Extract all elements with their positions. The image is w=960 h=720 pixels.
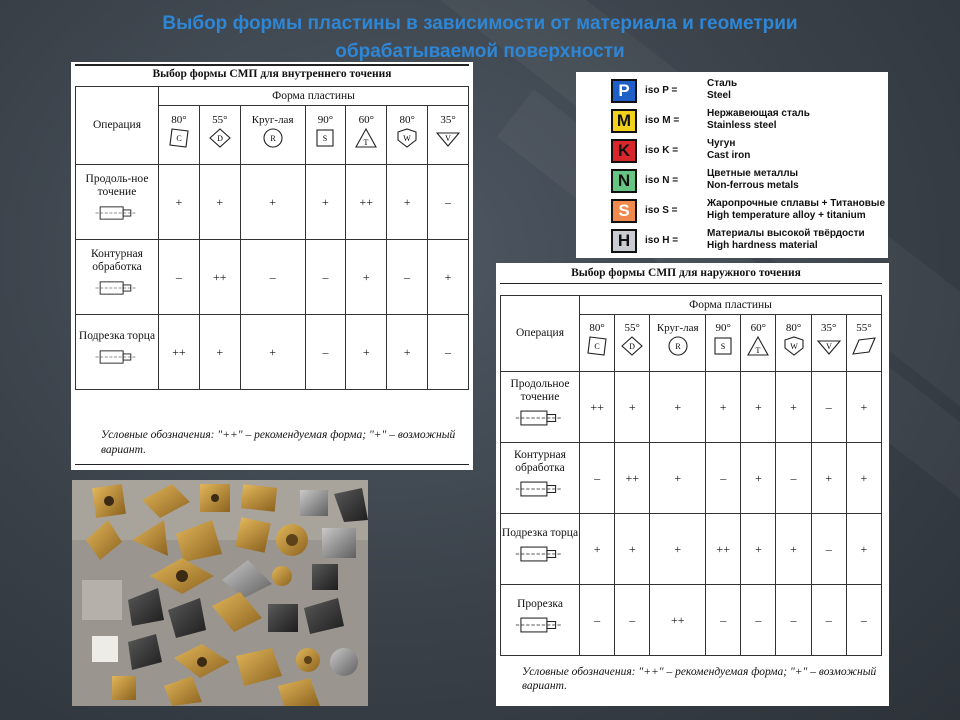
suitability-mark: + [741,443,776,514]
operation-sketch-icon [514,404,566,432]
suitability-mark: + [240,165,305,240]
suitability-mark: – [428,165,469,240]
shape-angle-label: Круг-лая [656,322,699,334]
insert-shape-icon [619,334,645,358]
insert-code-label: C [594,342,600,351]
iso-letter-badge: N [611,169,637,193]
operation-sketch-icon [514,611,566,639]
operation-cell [501,585,580,656]
suitability-mark: – [811,585,846,656]
shape-angle-label: 60° [750,322,767,334]
operation-sketch-icon [94,343,140,371]
operation-cell [76,240,159,315]
table-row [76,315,469,390]
table-row [76,165,469,240]
internal-table-note: Условные обозначения: "++" – рекомендуемая форма; "+" – возможный вариант. [101,429,456,456]
insert-code-label: R [675,342,681,351]
suitability-mark: + [615,514,650,585]
suitability-mark: – [615,585,650,656]
slide-title: Выбор формы пластины в зависимости от материала и геометрии обрабатываемой поверхности [162,13,798,62]
suitability-mark: + [650,443,706,514]
suitability-mark: – [240,240,305,315]
operation-cell [76,315,159,390]
iso-code-label: iso H = [645,235,679,246]
suitability-mark: – [811,514,846,585]
suitability-mark: + [776,372,811,443]
operation-sketch-icon [514,475,566,503]
insert-code-label: W [789,342,798,351]
operation-label: Продольное точение [510,378,570,403]
table-row [501,514,882,585]
operation-cell [501,514,580,585]
insert-shape-icon [584,334,610,358]
insert-code-label: V [825,342,832,351]
suitability-mark: + [346,240,387,315]
suitability-mark: + [387,165,428,240]
suitability-mark: – [305,315,346,390]
suitability-mark: + [846,443,881,514]
operation-header: Операция [76,87,159,165]
iso-letter-badge: H [611,229,637,253]
operation-label: Продоль-ное точение [85,173,149,198]
suitability-mark: + [741,514,776,585]
suitability-mark: ++ [706,514,741,585]
external-table-note: Условные обозначения: "++" – рекомендуемая форма; "+" – возможный вариант. [522,666,877,692]
iso-material-en: Stainless steel [707,120,777,131]
operation-sketch-icon [94,199,140,227]
shape-column-header [706,315,741,372]
insert-shape-icon [665,334,691,358]
iso-code-label: iso K = [645,145,679,156]
iso-code-label: iso P = [645,85,678,96]
shape-column-header [240,106,305,165]
suitability-mark: + [811,443,846,514]
table-row [76,240,469,315]
form-header: Форма пластины [159,87,469,106]
insert-code-label: R [269,134,276,143]
operation-cell [501,372,580,443]
suitability-mark: + [305,165,346,240]
inserts-photo [72,480,368,706]
insert-shape-icon [312,126,338,150]
shape-column-header [615,315,650,372]
suitability-mark: – [580,585,615,656]
shape-angle-label: 55° [856,322,872,334]
suitability-mark: + [580,514,615,585]
suitability-mark: + [846,372,881,443]
insert-shape-icon [710,334,736,358]
table-row [501,443,882,514]
suitability-mark: ++ [650,585,706,656]
operation-sketch-icon [514,540,566,568]
iso-material-en: High temperature alloy + titanium [707,210,866,221]
shape-angle-label: 80° [589,322,605,334]
suitability-mark: + [346,315,387,390]
shape-angle-label: 55° [212,114,228,126]
suitability-mark: – [776,585,811,656]
insert-shape-icon [260,126,286,150]
shape-angle-label: 80° [171,114,187,126]
shape-angle-label: 90° [317,114,334,126]
suitability-mark: + [159,165,200,240]
internal-shape-table [75,86,469,390]
insert-code-label: D [216,134,223,143]
form-header: Форма пластины [580,296,882,315]
shape-angle-label: 80° [399,114,415,126]
insert-code-label: T [755,346,761,355]
suitability-mark: – [428,315,469,390]
operation-label: Контурная обработка [514,449,566,474]
insert-shape-icon [781,334,807,358]
shape-angle-label: 80° [785,322,802,334]
operation-cell [76,165,159,240]
external-shape-table [500,295,882,656]
operation-label: Подрезка торца [501,526,579,539]
iso-material-en: Non-ferrous metals [707,180,799,191]
suitability-mark: – [387,240,428,315]
iso-code-label: iso S = [645,205,678,216]
inserts-photo-drawing [72,480,368,706]
suitability-mark: – [706,443,741,514]
operation-cell [501,443,580,514]
operation-label: Прорезка [517,597,563,610]
insert-code-label: T [363,138,369,147]
insert-shape-icon [353,126,379,150]
suitability-mark: ++ [346,165,387,240]
shape-column-header [387,106,428,165]
insert-code-label: S [323,134,328,143]
iso-material-en: Steel [707,90,731,101]
iso-code-label: iso M = [645,115,680,126]
suitability-mark: ++ [615,443,650,514]
iso-material-ru: Чугун [707,138,736,149]
iso-code-label: iso N = [645,175,679,186]
suitability-mark: + [650,372,706,443]
iso-material-en: Cast iron [707,150,751,161]
shape-angle-label: 35° [821,322,837,334]
suitability-mark: + [199,315,240,390]
suitability-mark: + [846,514,881,585]
iso-letter-badge: K [611,139,637,163]
suitability-mark: ++ [199,240,240,315]
shape-angle-label: 90° [715,322,731,334]
suitability-mark: + [615,372,650,443]
suitability-mark: – [706,585,741,656]
iso-letter-badge: S [611,199,637,223]
insert-shape-icon [207,126,233,150]
iso-material-ru: Цветные металлы [707,168,799,179]
insert-shape-icon [816,334,842,358]
shape-column-header [346,106,387,165]
insert-code-label: S [720,342,726,351]
suitability-mark: + [387,315,428,390]
shape-column-header [846,315,881,372]
suitability-mark: – [580,443,615,514]
operation-sketch-icon [94,274,140,302]
iso-letter-badge: P [611,79,637,103]
suitability-mark: – [846,585,881,656]
insert-code-label: V [445,134,451,143]
shape-column-header [159,106,200,165]
shape-angle-label: 55° [624,322,640,334]
shape-column-header [305,106,346,165]
suitability-mark: + [240,315,305,390]
suitability-mark: – [776,443,811,514]
table-row [501,372,882,443]
suitability-mark: ++ [159,315,200,390]
operation-header: Операция [501,296,580,372]
iso-material-en: High hardness material [707,240,818,251]
iso-material-ru: Сталь [707,78,738,89]
internal-table-title: Выбор формы СМП для внутреннего точения [152,68,392,80]
shape-angle-label: 60° [358,114,374,126]
shape-column-header [199,106,240,165]
suitability-mark: + [741,372,776,443]
internal-turning-table-panel [71,62,473,470]
external-table-title: Выбор формы СМП для наружного точения [571,267,801,279]
insert-shape-icon [394,126,420,150]
suitability-mark: – [741,585,776,656]
operation-label: Подрезка торца [78,329,156,342]
shape-column-header [428,106,469,165]
suitability-mark: – [305,240,346,315]
iso-material-ru: Жаропрочные сплавы + Титановые [707,198,886,209]
iso-material-ru: Нержавеющая сталь [707,108,810,119]
shape-column-header [650,315,706,372]
suitability-mark: – [811,372,846,443]
iso-material-ru: Материалы высокой твёрдости [707,228,865,239]
suitability-mark: + [706,372,741,443]
insert-shape-icon [745,334,771,358]
shape-column-header [776,315,811,372]
insert-shape-icon [166,126,192,150]
suitability-mark: + [428,240,469,315]
shape-column-header [811,315,846,372]
insert-code-label: C [176,134,182,143]
suitability-mark: – [159,240,200,315]
suitability-mark: + [199,165,240,240]
suitability-mark: ++ [580,372,615,443]
operation-label: Контурная обработка [91,248,143,273]
shape-angle-label: Круг-лая [251,114,294,126]
insert-code-label: W [403,134,411,143]
iso-material-legend [576,72,888,258]
shape-column-header [580,315,615,372]
iso-letter-badge: M [611,109,637,133]
insert-shape-icon [851,334,877,358]
shape-angle-label: 35° [440,114,456,126]
insert-code-label: D [629,342,636,351]
suitability-mark: + [776,514,811,585]
insert-shape-icon [435,126,461,150]
external-turning-table-panel [496,263,889,706]
table-row [501,585,882,656]
suitability-mark: + [650,514,706,585]
shape-column-header [741,315,776,372]
